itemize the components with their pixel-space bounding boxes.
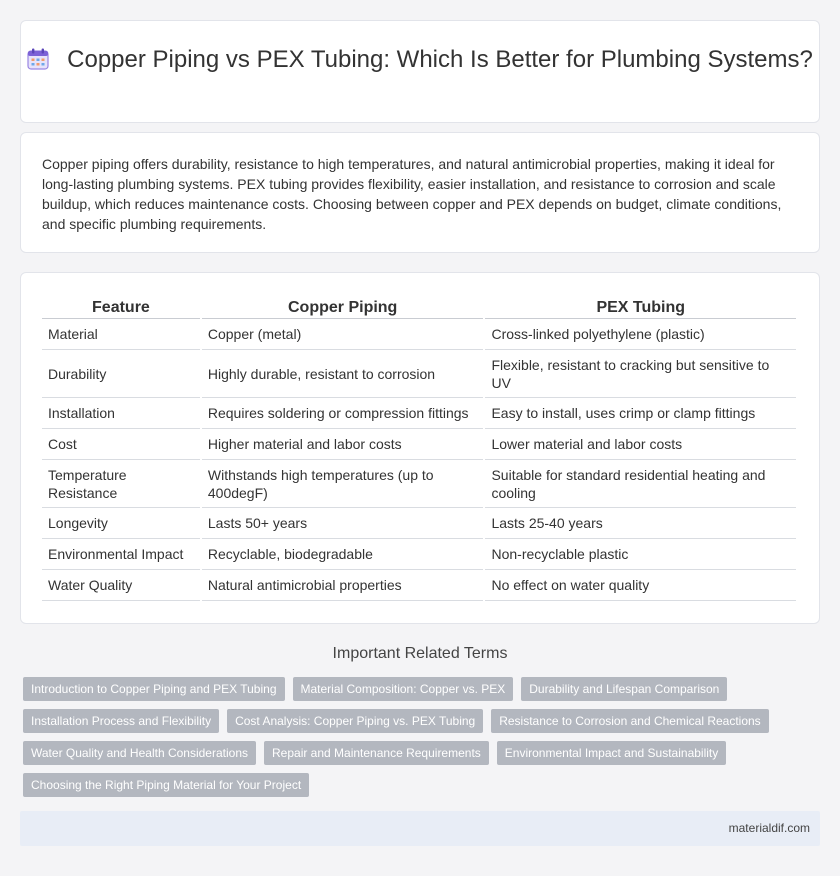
related-term-tag[interactable]: Material Composition: Copper vs. PEX bbox=[293, 677, 514, 701]
table-row bbox=[42, 350, 797, 398]
header-copper-piping: Copper Piping bbox=[201, 297, 485, 319]
related-term-tag[interactable]: Resistance to Corrosion and Chemical Reactions bbox=[491, 709, 768, 733]
row-feature: Environmental Impact bbox=[42, 539, 201, 570]
related-term-tag[interactable]: Installation Process and Flexibility bbox=[23, 709, 219, 733]
table-row bbox=[42, 570, 797, 601]
table-row bbox=[42, 539, 797, 570]
header-feature: Feature bbox=[42, 297, 201, 319]
summary-card bbox=[20, 132, 820, 253]
related-terms-list bbox=[23, 677, 803, 797]
row-feature: Durability bbox=[42, 350, 201, 398]
row-feature: Temperature Resistance bbox=[42, 460, 201, 508]
row-pex: Suitable for standard residential heating and cooling bbox=[484, 460, 797, 508]
row-feature: Installation bbox=[42, 398, 201, 429]
row-pex: No effect on water quality bbox=[484, 570, 797, 601]
table-row bbox=[42, 429, 797, 460]
related-term-tag[interactable]: Cost Analysis: Copper Piping vs. PEX Tubing bbox=[227, 709, 483, 733]
row-pex: Cross-linked polyethylene (plastic) bbox=[484, 319, 797, 350]
row-copper: Lasts 50+ years bbox=[201, 508, 485, 539]
title-card bbox=[20, 20, 820, 123]
table-row bbox=[42, 319, 797, 350]
row-copper: Natural antimicrobial properties bbox=[201, 570, 485, 601]
header-pex-tubing: PEX Tubing bbox=[484, 297, 797, 319]
page-title: Copper Piping vs PEX Tubing: Which Is Better for Plumbing Systems? bbox=[67, 46, 813, 73]
summary-text: Copper piping offers durability, resistance to high temperatures, and natural antimicrobial properties, making it ideal for long-lasting plumbing systems. PEX tubing provides flexibility, easier installation, and resistance to corrosion and scale buildup, which reduces maintenance costs. Choosing between copper and PEX depends on budget, climate conditions, and specific plumbing requirements. bbox=[42, 156, 782, 232]
table-row bbox=[42, 398, 797, 429]
row-copper: Highly durable, resistant to corrosion bbox=[201, 350, 485, 398]
related-term-tag[interactable]: Water Quality and Health Considerations bbox=[23, 741, 256, 765]
row-feature: Cost bbox=[42, 429, 201, 460]
calendar-icon bbox=[27, 48, 49, 70]
page-title-wrap bbox=[21, 45, 819, 75]
related-term-tag[interactable]: Choosing the Right Piping Material for Your Project bbox=[23, 773, 309, 797]
related-term-tag[interactable]: Repair and Maintenance Requirements bbox=[264, 741, 489, 765]
row-pex: Easy to install, uses crimp or clamp fittings bbox=[484, 398, 797, 429]
table-row bbox=[42, 508, 797, 539]
row-copper: Requires soldering or compression fittings bbox=[201, 398, 485, 429]
related-term-tag[interactable]: Introduction to Copper Piping and PEX Tubing bbox=[23, 677, 285, 701]
footer-site-link[interactable]: materialdif.com bbox=[728, 821, 810, 835]
row-copper: Copper (metal) bbox=[201, 319, 485, 350]
row-feature: Water Quality bbox=[42, 570, 201, 601]
row-copper: Higher material and labor costs bbox=[201, 429, 485, 460]
related-term-tag[interactable]: Durability and Lifespan Comparison bbox=[521, 677, 727, 701]
row-pex: Non-recyclable plastic bbox=[484, 539, 797, 570]
row-feature: Longevity bbox=[42, 508, 201, 539]
related-term-tag[interactable]: Environmental Impact and Sustainability bbox=[497, 741, 726, 765]
row-pex: Lower material and labor costs bbox=[484, 429, 797, 460]
table-row bbox=[42, 460, 797, 508]
row-copper: Withstands high temperatures (up to 400degF) bbox=[201, 460, 485, 508]
row-copper: Recyclable, biodegradable bbox=[201, 539, 485, 570]
footer bbox=[20, 811, 820, 846]
comparison-table-card bbox=[20, 272, 820, 624]
row-pex: Flexible, resistant to cracking but sensitive to UV bbox=[484, 350, 797, 398]
related-terms-title: Important Related Terms bbox=[332, 645, 508, 662]
comparison-table bbox=[42, 297, 798, 601]
table-header-row bbox=[42, 297, 797, 319]
row-pex: Lasts 25-40 years bbox=[484, 508, 797, 539]
row-feature: Material bbox=[42, 319, 201, 350]
